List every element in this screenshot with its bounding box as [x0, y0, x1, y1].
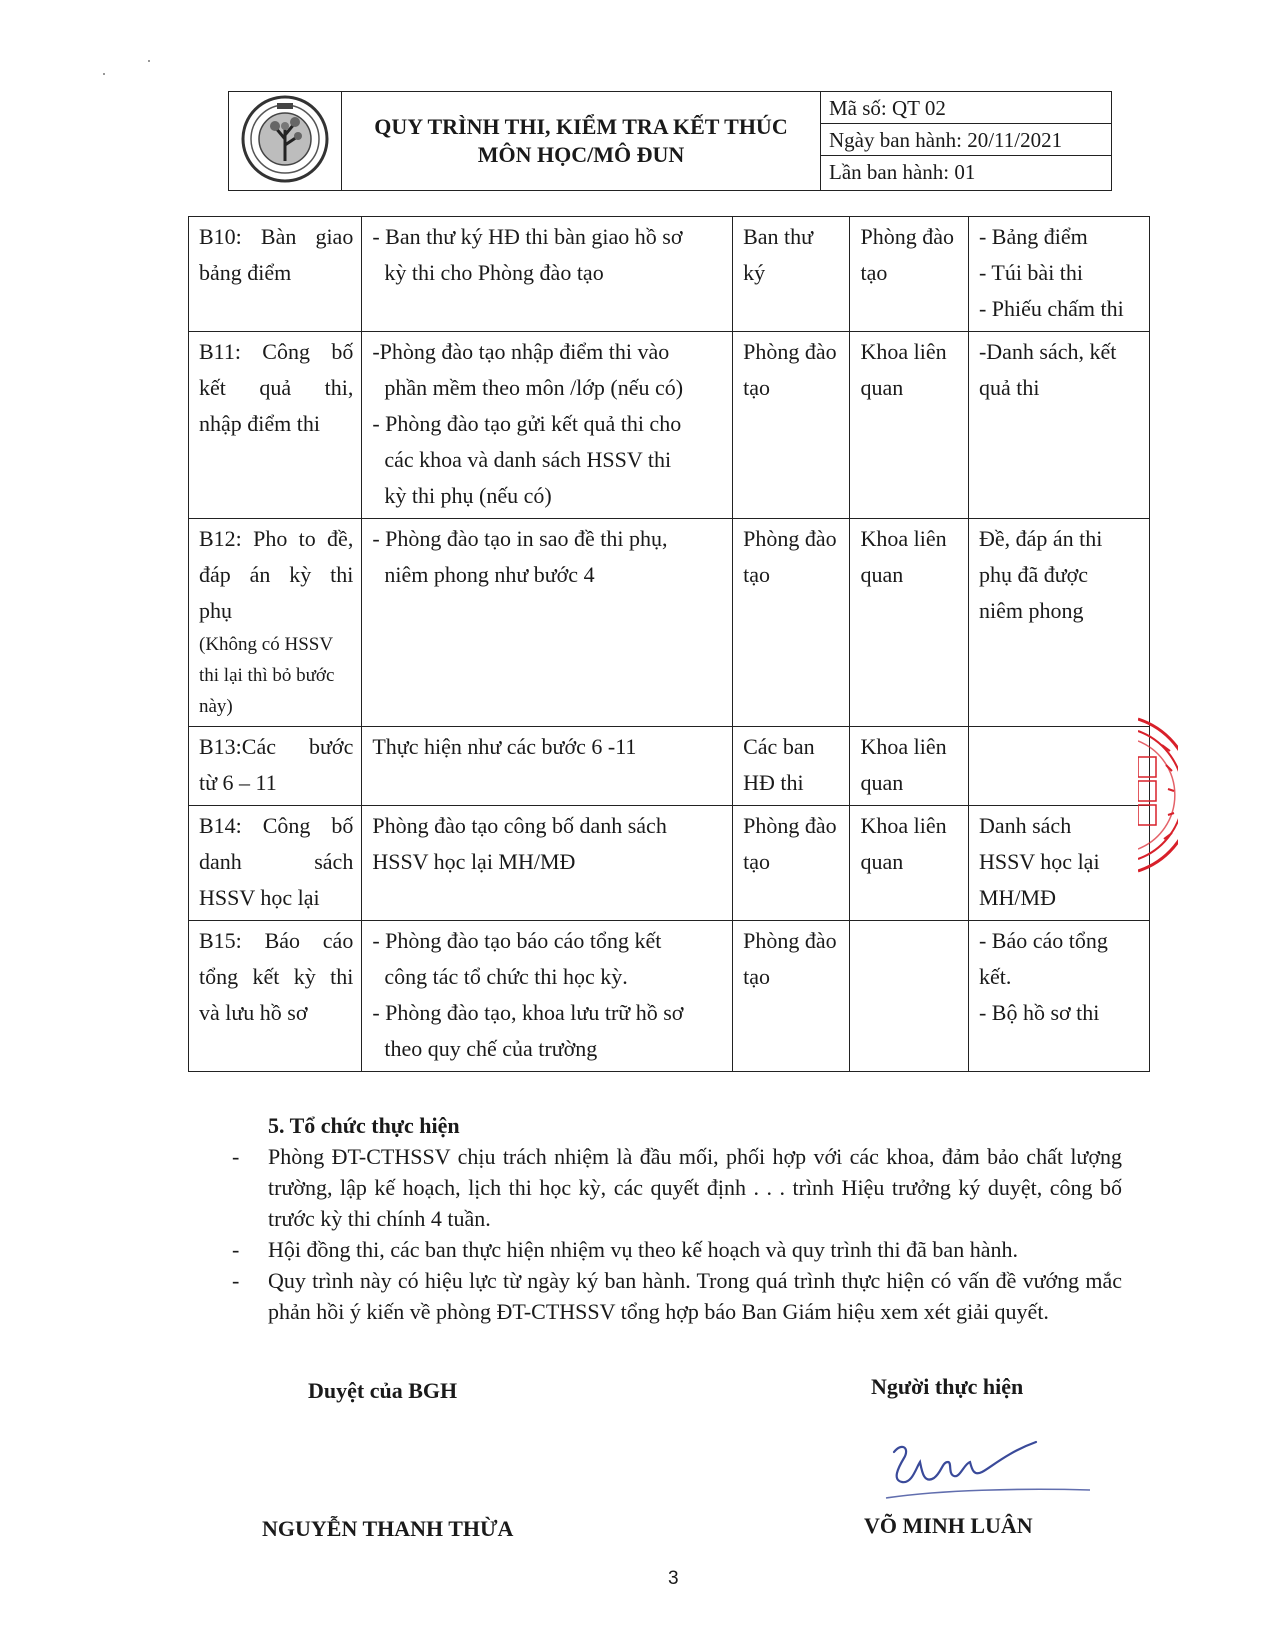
step-content-cell — [362, 727, 733, 806]
scan-speck — [148, 60, 150, 62]
table-row — [189, 519, 1150, 727]
responsible-cell-line: ký — [743, 260, 766, 285]
responsible-cell-line: tạo — [743, 562, 770, 587]
coordinator-cell-line: quan — [860, 849, 904, 874]
step-content-line: -Phòng đào tạo nhập điểm thi vào — [372, 339, 670, 364]
output-cell-line: - Túi bài thi — [978, 260, 1084, 285]
responsible-cell — [733, 332, 850, 519]
responsible-cell-line: tạo — [743, 964, 770, 989]
step-content-line: HSSV học lại MH/MĐ — [372, 849, 576, 874]
step-name-cell — [189, 217, 362, 332]
step-name-line: nhập điểm thi — [199, 411, 320, 436]
step-content-line: niêm phong như bước 4 — [384, 562, 595, 587]
responsible-cell — [733, 519, 850, 727]
step-content-cell — [362, 217, 733, 332]
school-logo-icon — [239, 93, 331, 185]
output-cell-line: -Danh sách, kết — [978, 339, 1117, 364]
step-name-line: phụ — [199, 598, 232, 623]
title-line-1: QUY TRÌNH THI, KIỂM TRA KẾT THÚC — [374, 114, 788, 139]
step-name-cell — [189, 727, 362, 806]
step-name-line: B12: Pho to đề, — [199, 526, 354, 551]
step-content-line: - Phòng đào tạo, khoa lưu trữ hồ sơ — [372, 1000, 684, 1025]
output-cell — [968, 217, 1149, 332]
output-cell-line: niêm phong — [978, 598, 1084, 623]
responsible-cell-line: Ban thư — [743, 224, 814, 249]
responsible-cell — [733, 921, 850, 1072]
issue-date: Ngày ban hành: 20/11/2021 — [821, 124, 1111, 156]
step-name-line: từ 6 – 11 — [199, 770, 277, 795]
output-cell — [968, 519, 1149, 727]
responsible-cell-line: tạo — [743, 375, 770, 400]
bullet-dash: - — [232, 1237, 240, 1262]
step-name-line: kết quả thi, — [199, 375, 354, 400]
coordinator-cell — [850, 217, 968, 332]
output-cell — [968, 806, 1149, 921]
table-row — [189, 921, 1150, 1072]
step-content-line: Thực hiện như các bước 6 -11 — [372, 734, 637, 759]
output-cell-line: phụ đã được — [978, 562, 1089, 587]
step-name-cell — [189, 921, 362, 1072]
bullet-text: Phòng ĐT-CTHSSV chịu trách nhiệm là đầu mối, phối hợp với các khoa, đảm bảo chất lượng trường, lập kế hoạch, lịch thi học kỳ, các quyết định . . . trình Hiệu trưởng ký duyệt, công bố trước kỳ thi chính 4 tuần. — [268, 1144, 1122, 1231]
left-signer-name: NGUYỄN THANH THỪA — [262, 1516, 514, 1541]
coordinator-cell — [850, 332, 968, 519]
coordinator-cell — [850, 921, 968, 1072]
document-code: Mã số: QT 02 — [821, 92, 1111, 124]
bullet-dash: - — [232, 1144, 240, 1169]
coordinator-cell-line: Phòng đào — [860, 224, 954, 249]
coordinator-cell-line: Khoa liên — [860, 813, 947, 838]
step-name-cell — [189, 806, 362, 921]
output-cell-line: quả thi — [978, 375, 1040, 400]
table-row — [189, 332, 1150, 519]
coordinator-cell-line: quan — [860, 562, 904, 587]
step-content-cell — [362, 332, 733, 519]
output-cell-line: - Bộ hồ sơ thi — [978, 1000, 1100, 1025]
scan-speck — [103, 73, 105, 75]
left-signer-title: Duyệt của BGH — [308, 1378, 458, 1403]
responsible-cell-line: Các ban — [743, 734, 815, 759]
red-stamp-icon — [1138, 715, 1178, 875]
table-row — [189, 727, 1150, 806]
step-content-line: phần mềm theo môn /lớp (nếu có) — [384, 375, 684, 400]
coordinator-cell — [850, 727, 968, 806]
issue-number: Lần ban hành: 01 — [829, 160, 976, 184]
list-item — [232, 1265, 1122, 1327]
bullet-text: Quy trình này có hiệu lực từ ngày ký ban hành. Trong quá trình thực hiện có vấn đề vướng mắc phản hồi ý kiến về phòng ĐT-CTHSSV tổng hợp báo Ban Giám hiệu xem xét giải quyết. — [268, 1268, 1122, 1324]
coordinator-cell — [850, 519, 968, 727]
logo-cell — [229, 92, 342, 191]
table-row — [189, 217, 1150, 332]
coordinator-cell-line: tạo — [860, 260, 888, 285]
responsible-cell-line: Phòng đào — [743, 526, 837, 551]
document-header — [228, 91, 1112, 191]
step-content-line: - Phòng đào tạo gửi kết quả thi cho — [372, 411, 682, 436]
step-content-line: các khoa và danh sách HSSV thi — [384, 447, 672, 472]
responsible-cell — [733, 727, 850, 806]
step-note-line: này) — [199, 696, 233, 717]
responsible-cell — [733, 806, 850, 921]
right-signer-title: Người thực hiện — [871, 1374, 1024, 1399]
step-name-line: B15: Báo cáo — [199, 928, 354, 953]
steps-table — [188, 216, 1150, 1072]
step-content-cell — [362, 806, 733, 921]
output-cell-line: - Báo cáo tổng — [978, 928, 1108, 953]
step-name-line: B11: Công bố — [199, 339, 354, 364]
title-line-2: MÔN HỌC/MÔ ĐUN — [477, 142, 685, 167]
step-name-line: B13:Các bước — [199, 734, 354, 759]
step-name-cell — [189, 519, 362, 727]
step-content-line: công tác tổ chức thi học kỳ. — [384, 964, 628, 989]
coordinator-cell-line: quan — [860, 770, 904, 795]
output-cell — [968, 332, 1149, 519]
step-name-line: HSSV học lại — [199, 885, 320, 910]
output-cell-line: Đề, đáp án thi — [978, 526, 1103, 551]
coordinator-cell-line: Khoa liên — [860, 339, 947, 364]
implementation-section — [232, 1110, 1122, 1327]
step-content-line: theo quy chế của trường — [384, 1036, 598, 1061]
output-cell-line: - Bảng điểm — [978, 224, 1088, 249]
section-title: 5. Tổ chức thực hiện — [268, 1113, 460, 1138]
output-cell — [968, 727, 1149, 806]
step-name-line: B14: Công bố — [199, 813, 354, 838]
step-content-line: - Ban thư ký HĐ thi bàn giao hồ sơ — [372, 224, 683, 249]
step-name-line: đáp án kỳ thi — [199, 562, 354, 587]
step-name-line: tổng kết kỳ thi — [199, 964, 354, 989]
step-note-line: thi lại thì bỏ bước — [199, 665, 335, 686]
bullet-text: Hội đồng thi, các ban thực hiện nhiệm vụ theo kế hoạch và quy trình thi đã ban hành. — [268, 1237, 1018, 1262]
step-content-line: - Phòng đào tạo báo cáo tổng kết — [372, 928, 662, 953]
handwritten-signature-icon — [880, 1430, 1100, 1510]
section-bullets — [232, 1141, 1122, 1327]
list-item — [232, 1234, 1122, 1265]
step-content-line: kỳ thi phụ (nếu có) — [384, 483, 552, 508]
responsible-cell-line: tạo — [743, 849, 770, 874]
coordinator-cell — [850, 806, 968, 921]
step-note-line: (Không có HSSV — [199, 634, 334, 655]
output-cell-line: kết. — [978, 964, 1012, 989]
output-cell-line: Danh sách — [978, 813, 1072, 838]
responsible-cell — [733, 217, 850, 332]
document-meta — [821, 92, 1112, 191]
step-name-line: danh sách — [199, 849, 354, 874]
step-content-line: - Phòng đào tạo in sao đề thi phụ, — [372, 526, 668, 551]
page-number: 3 — [668, 1568, 679, 1589]
step-content-line: Phòng đào tạo công bố danh sách — [372, 813, 667, 838]
bullet-dash: - — [232, 1268, 240, 1293]
responsible-cell-line: Phòng đào — [743, 928, 837, 953]
document-title — [342, 92, 821, 191]
list-item — [232, 1141, 1122, 1234]
output-cell — [968, 921, 1149, 1072]
responsible-cell-line: Phòng đào — [743, 339, 837, 364]
step-content-line: kỳ thi cho Phòng đào tạo — [384, 260, 604, 285]
step-name-line: bảng điểm — [199, 260, 292, 285]
coordinator-cell-line: Khoa liên — [860, 526, 947, 551]
step-content-cell — [362, 519, 733, 727]
right-signer-name: VÕ MINH LUÂN — [864, 1513, 1033, 1538]
step-content-cell — [362, 921, 733, 1072]
table-row — [189, 806, 1150, 921]
responsible-cell-line: Phòng đào — [743, 813, 837, 838]
coordinator-cell-line: Khoa liên — [860, 734, 947, 759]
step-name-cell — [189, 332, 362, 519]
coordinator-cell-line: quan — [860, 375, 904, 400]
step-name-line: và lưu hồ sơ — [199, 1000, 308, 1025]
responsible-cell-line: HĐ thi — [743, 770, 804, 795]
output-cell-line: - Phiếu chấm thi — [978, 296, 1124, 321]
step-name-line: B10: Bàn giao — [199, 224, 354, 249]
output-cell-line: MH/MĐ — [978, 885, 1056, 910]
output-cell-line: HSSV học lại — [978, 849, 1100, 874]
